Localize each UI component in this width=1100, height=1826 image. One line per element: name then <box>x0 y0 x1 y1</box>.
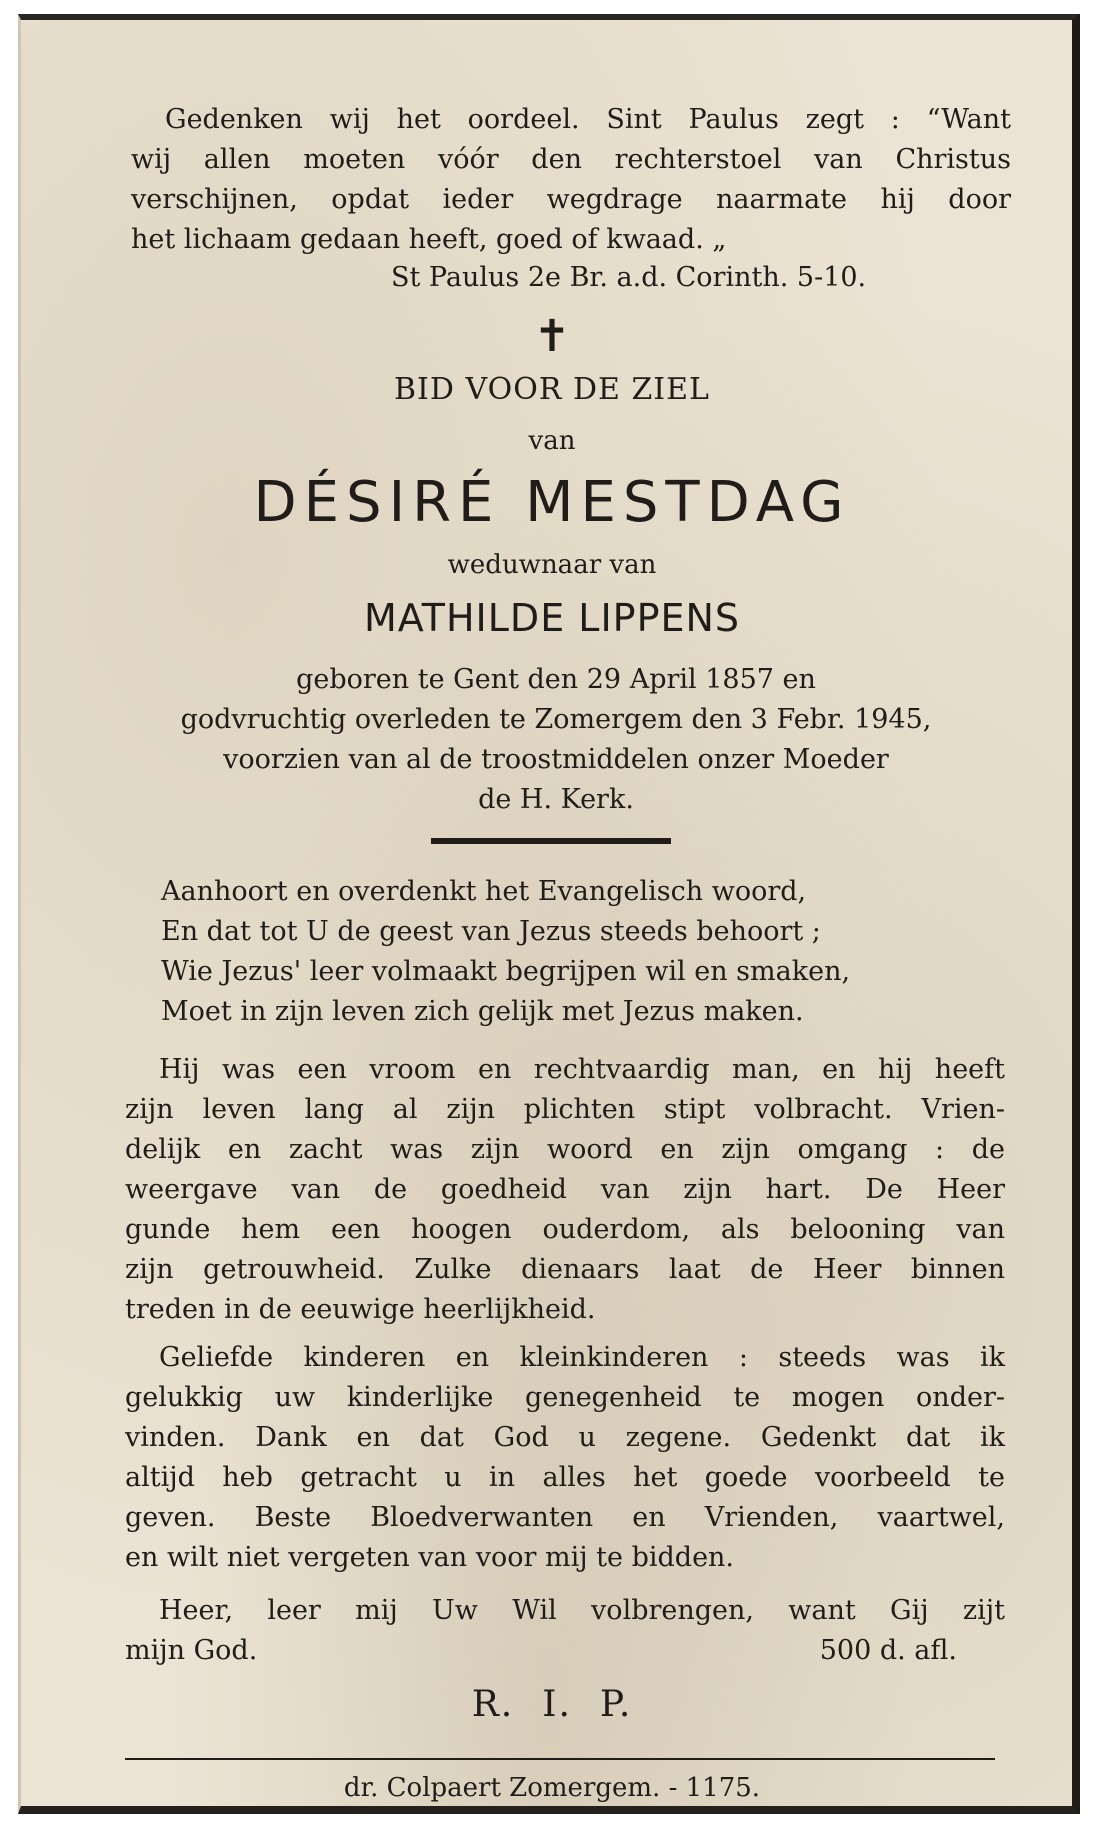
poem <box>161 872 850 1032</box>
paragraph-line: geven. Beste Bloedverwanten en Vrienden, vaartwel, <box>125 1502 1005 1533</box>
divider <box>431 838 671 844</box>
scripture-quote <box>131 100 1011 260</box>
rip-p: P. <box>599 1684 633 1725</box>
birth-line: de H. Kerk. <box>478 784 634 815</box>
poem-line: Moet in zijn leven zich gelijk met Jezus maken. <box>161 996 804 1027</box>
paragraph-family <box>125 1338 1005 1578</box>
quote-line: Gedenken wij het oordeel. Sint Paulus zegt : “Want <box>165 104 1011 135</box>
paragraph-line: weergave van de goedheid van zijn hart. De Heer <box>125 1174 1005 1205</box>
paragraph-line: delijk en zacht was zijn woord en zijn omgang : de <box>125 1134 1005 1165</box>
deceased-name: DÉSIRÉ MESTDAG <box>253 470 851 535</box>
paragraph-line: Heer, leer mij Uw Wil volbrengen, want Gij zijt <box>159 1595 1005 1626</box>
birth-line: godvruchtig overleden te Zomergem den 3 Febr. 1945, <box>180 704 932 735</box>
bottom-divider <box>125 1758 995 1760</box>
paragraph-virtues <box>125 1050 1005 1330</box>
cross-icon: ✝ <box>533 311 571 362</box>
rip-text <box>21 1680 1083 1730</box>
rip-i: I. <box>542 1684 572 1725</box>
quote-line: verschijnen, opdat ieder wegdrage naarmate hij door <box>131 184 1011 215</box>
pray-heading: BID VOOR DE ZIEL <box>394 372 710 407</box>
quote-line: wij allen moeten vóór den rechterstoel van Christus <box>131 144 1011 175</box>
rip-r: R. <box>471 1684 515 1725</box>
birth-line: geboren te Gent den 29 April 1857 en <box>296 664 816 695</box>
printer-credit: dr. Colpaert Zomergem. - 1175. <box>343 1773 761 1803</box>
paragraph-line: Hij was een vroom en rechtvaardig man, en hij heeft <box>159 1054 1005 1085</box>
paragraph-prayer <box>125 1591 1005 1631</box>
birth-death-info <box>151 660 961 820</box>
widower-label: weduwnaar van <box>447 550 657 580</box>
memorial-card <box>18 14 1080 1814</box>
quote-line: het lichaam gedaan heeft, goed of kwaad. „ <box>131 224 727 255</box>
paragraph-line: vinden. Dank en dat God u zegene. Gedenkt dat ik <box>125 1422 1005 1453</box>
poem-line: Aanhoort en overdenkt het Evangelisch woord, <box>161 876 807 907</box>
paragraph-line: gelukkig uw kinderlijke genegenheid te mogen onder- <box>125 1382 1005 1413</box>
paragraph-line: Geliefde kinderen en kleinkinderen : steeds was ik <box>159 1342 1005 1373</box>
indulgence-note: 500 d. afl. <box>819 1635 957 1666</box>
paragraph-line: zijn getrouwheid. Zulke dienaars laat de Heer binnen <box>125 1254 1005 1285</box>
poem-line: En dat tot U de geest van Jezus steeds behoort ; <box>161 916 821 947</box>
poem-line: Wie Jezus' leer volmaakt begrijpen wil en smaken, <box>161 956 851 987</box>
paragraph-line: gunde hem een hoogen ouderdom, als belooning van <box>125 1214 1005 1245</box>
quote-reference: St Paulus 2e Br. a.d. Corinth. 5-10. <box>391 262 867 293</box>
paragraph-line: treden in de eeuwige heerlijkheid. <box>125 1294 596 1325</box>
prayer-closing-text: mijn God. <box>125 1635 258 1666</box>
paragraph-line: zijn leven lang al zijn plichten stipt volbracht. Vrien- <box>125 1094 1005 1125</box>
birth-line: voorzien van al de troostmiddelen onzer Moeder <box>223 744 889 775</box>
spouse-name: MATHILDE LIPPENS <box>363 596 741 640</box>
paragraph-line: en wilt niet vergeten van voor mij te bidden. <box>125 1542 735 1573</box>
paragraph-line: altijd heb getracht u in alles het goede voorbeeld te <box>125 1462 1005 1493</box>
of-label: van <box>528 426 576 456</box>
